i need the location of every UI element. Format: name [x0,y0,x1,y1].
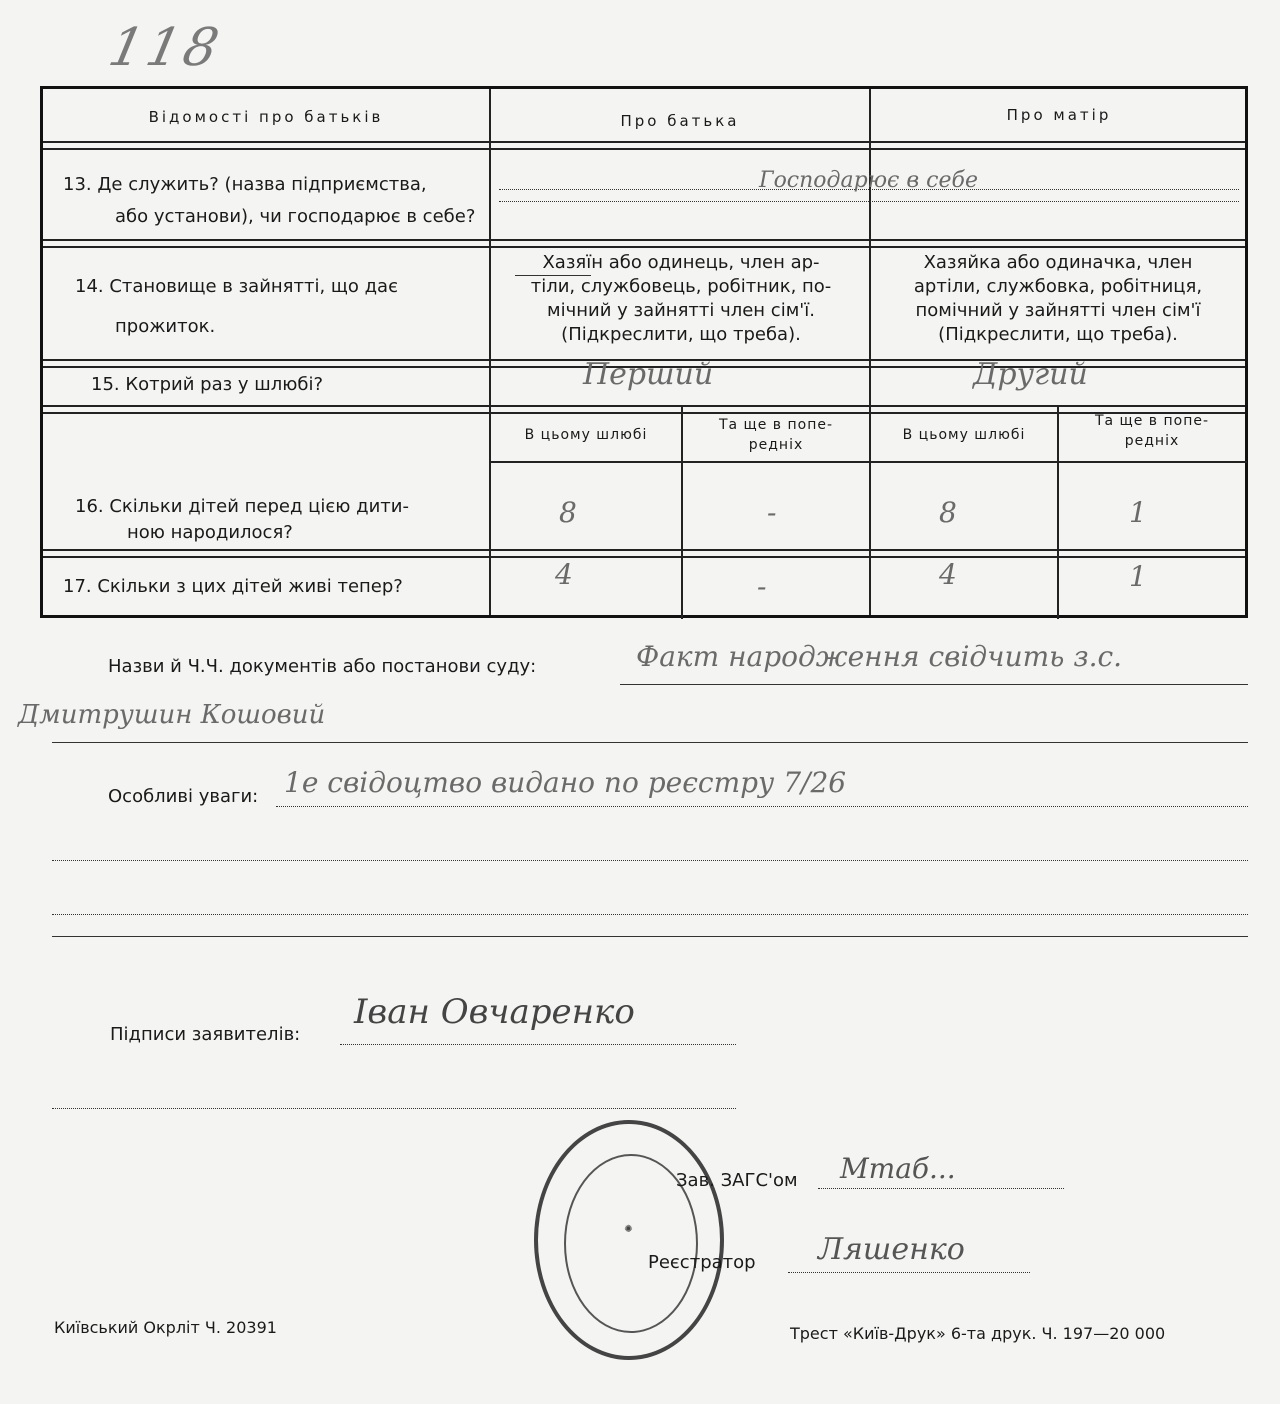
subcolumn-divider [681,549,683,619]
row16-label-line1: 16. Скільки дітей перед цією дити- [75,496,409,517]
registrar-label: Реєстратор [648,1252,756,1273]
subheader-this-marriage-mother: В цьому шлюбі [902,427,1026,443]
documents-line [52,742,1248,743]
subheader-previous-line: Та ще в попе- [718,417,834,433]
registrar-signature: Ляшенко [818,1232,965,1267]
subcolumn-divider [1057,549,1059,619]
remarks-line [276,806,1248,807]
page-number: 118 [103,18,228,78]
remarks-line [52,914,1248,915]
parents-info-table [40,86,1248,618]
father-option-line: Хазяїн або одинець, член ар- [542,252,820,273]
section-divider [52,936,1248,937]
signatures-line [52,1108,736,1109]
column-divider [489,89,491,615]
subheader-previous [683,415,869,455]
remarks-label: Особливі уваги: [108,786,259,807]
father-option-line: (Підкреслити, що треба). [561,324,801,345]
remarks-value: 1е свідоцтво видано по реєстру 7/26 [284,766,847,799]
documents-value-line1: Факт народження свідчить з.с. [636,640,1123,673]
documents-line [620,684,1248,685]
documents-value-line2: Дмитрушин Кошовий [18,700,326,730]
subheader-previous-mother [1059,411,1245,451]
subheader-previous-line: редніх [748,437,804,453]
subheader-this-marriage: В цьому шлюбі [524,427,648,443]
header-father: Про батька [620,112,740,130]
row14-father-options [511,251,851,347]
row16-label-line2: ною народилося? [127,522,293,543]
row17-label: 17. Скільки з цих дітей живі тепер? [63,576,403,597]
row17-mother-this: 4 [939,558,957,591]
row-divider [43,141,1245,150]
row17-father-this: 4 [555,558,573,591]
header-mother: Про матір [1006,106,1112,124]
documents-label: Назви й Ч.Ч. документів або постанови суду: [108,656,537,677]
signatures-line [340,1044,736,1045]
row-divider [43,239,1245,248]
subheader-previous-line: редніх [1124,433,1180,449]
row14-label-line1: 14. Становище в зайнятті, що дає [75,276,398,297]
footer-left: Київський Окрліт Ч. 20391 [54,1318,277,1337]
row14-label-line2: прожиток. [115,316,216,337]
row14-mother-options [885,251,1231,347]
signatures-label: Підписи заявителів: [110,1024,301,1045]
footer-right: Трест «Київ-Друк» 6-та друк. Ч. 197—20 000 [790,1324,1166,1343]
row15-label: 15. Котрий раз у шлюбі? [91,374,324,395]
row16-mother-this: 8 [939,496,957,529]
zags-head-label: Зав. ЗАГС'ом [676,1170,798,1191]
mother-option-line: артіли, службовка, робітниця, [913,276,1203,297]
row13-label-line1: 13. Де служить? (назва підприємства, [63,174,427,195]
father-option-line: тіли, службовець, робітник, по- [530,276,832,297]
row-divider [43,549,1245,558]
underline-mark [515,275,591,276]
row13-handwritten-value: Господарює в себе [759,168,978,193]
stamp-emblem-icon: ✺ [624,1224,634,1235]
row13-label-line2: або установи), чи господарює в себе? [115,206,476,227]
registrar-line [788,1272,1030,1273]
row17-father-prev: - [757,570,767,603]
mother-option-line: (Підкреслити, що треба). [938,324,1178,345]
zags-head-signature: Мтаб... [840,1152,956,1185]
mother-option-line: помічний у зайнятті член сім'ї [915,300,1201,321]
row15-father-value: Перший [583,357,714,392]
father-option-line: мічний у зайнятті член сім'ї. [547,300,815,321]
row16-father-prev: - [767,496,777,529]
row17-mother-prev: 1 [1129,560,1147,593]
header-parents-info: Відомості про батьків [148,108,384,126]
zags-head-line [818,1188,1064,1189]
applicant-signature: Іван Овчаренко [354,992,635,1032]
row16-mother-prev: 1 [1129,496,1147,529]
row16-father-this: 8 [559,496,577,529]
mother-option-line: Хазяйка або одиначка, член [923,252,1193,273]
subheader-previous-line: Та ще в попе- [1094,413,1210,429]
official-stamp [534,1120,724,1360]
subheader-divider [491,461,1247,463]
row15-mother-value: Другий [973,357,1088,392]
remarks-line [52,860,1248,861]
row13-dotted-line [499,201,1239,202]
